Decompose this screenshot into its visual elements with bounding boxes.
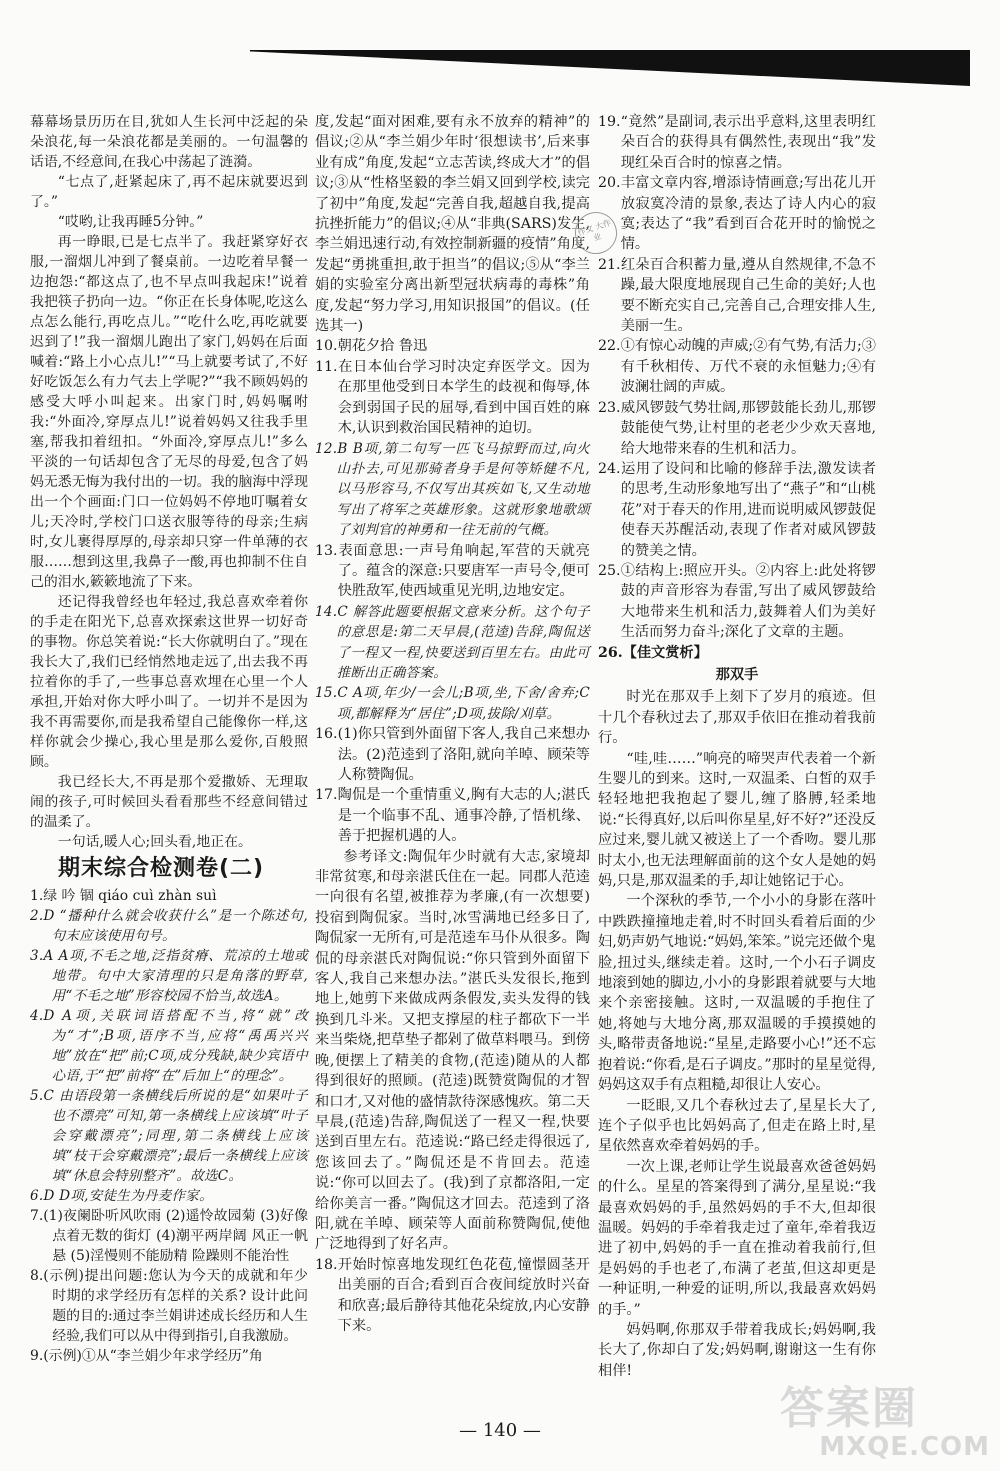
watermark-site: MXQE.COM <box>819 1432 990 1462</box>
paragraph: 我已经长大,不再是那个爱撒娇、无理取闹的孩子,可时候回头看看那些不经意间错过的温柔了。 <box>30 774 308 830</box>
paragraph: 一句话,暖人心;回头看,地正在。 <box>57 834 252 850</box>
answer-item: 12.B B项,第二句写一匹飞马掠野而过,向火山扑去,可见那骑者身手是何等矫健不凡,以马形容马,不仅写出其疾如飞,又生动地写出了将军之英雄形象。这就形象地歌颂了刘判官的神勇和一往无前的气概。 <box>315 440 590 539</box>
answer-item: 25.①结构上:照应开头。②内容上:此处将锣鼓的声音形容为春雷,写出了威风锣鼓给大地带来生机和活力,鼓舞着人们为美好生活而努力奋斗;深化了文章的主题。 <box>598 562 876 641</box>
answer-item: 22.①有惊心动魄的声威;②有气势,有活力;③有千秋相传、万代不衰的永恒魅力;④有波澜壮阔的声威。 <box>598 338 876 396</box>
answer-item: 5.C 由语段第一条横线后所说的是“如果叶子也不漂亮”可知,第一条横线上应该填“叶子会穿戴漂亮”;同理,第二条横线上应该填“枝干会穿戴漂亮”;最后一条横线上应该填“休息会特别整齐”。故选C。 <box>30 1088 308 1184</box>
answer-item: 16.(1)你只管到外面留下客人,我自己来想办法。(2)范逵到了洛阳,就向羊晫、顾荣等人称赞陶侃。 <box>315 726 590 783</box>
header-black-bar <box>250 50 970 86</box>
answer-item: 8.(示例)提出问题:您认为今天的成就和年少时期的求学经历有怎样的关系? 设计此问题的目的:通过李兰娟讲述成长经历和人生经验,我们可以从中得到指引,自我激励。 <box>30 1268 308 1344</box>
watermark-logo-text: 答案圈 <box>780 1383 918 1434</box>
answer-item: 6.D D项,安徒生为丹麦作家。 <box>30 1188 213 1204</box>
paragraph: 时光在那双手上刻下了岁月的痕迹。但十几个春秋过去了,那双手依旧在推动着我前行。 <box>598 689 876 747</box>
answer-item: 20.丰富文章内容,增添诗情画意;写出花儿开放寂寞冷清的景象,表达了诗人内心的寂寞;表达了“我”看到百合花开时的愉悦之情。 <box>598 175 876 253</box>
paragraph: 还记得我曾经也年轻过,我总喜欢牵着你的手走在阳光下,总喜欢探索这世界一切好奇的事物。你总笑着说:“长大你就明白了。”现在我长大了,我们已经悄然地走远了,出去我不再拉着你的手了,一些事总喜欢埋在心里一个人承担,开始对你大呼小叫了。一切并不是因为我不再需要你,而是我希望自己能像你一样,这样你就会少操心,我心里是那么爱你,百般照顾。 <box>30 594 308 770</box>
section-title: 期末综合检测卷(二) <box>58 856 265 881</box>
answer-item: 17.陶侃是一个重情重义,胸有大志的人;湛氏是一个临事不乱、通事冷静,了悟机缘、善于把握机遇的人。 <box>315 787 590 845</box>
paragraph: 妈妈啊,你那双手带着我成长;妈妈啊,我长大了,你却白了发;妈妈啊,谢谢这一生有你相伴! <box>598 1321 876 1379</box>
essay-title: 那双手 <box>715 666 759 683</box>
right-column <box>598 112 973 1381</box>
answer-item: 7.(1)夜阑卧听风吹雨 (2)遥怜故园菊 (3)好像点着无数的街灯 (4)潮平两岸阔 风正一帆悬 (5)淫慢则不能励精 险躁则不能治性 <box>30 1208 308 1264</box>
answer-item: 13.表面意思:一声号角响起,军营的天就亮了。蕴含的深意:只要唐军一声号令,便可快胜敌军,使西域重见光明,边地安定。 <box>315 542 590 600</box>
answer-item: 10.朝花夕拾 鲁迅 <box>315 338 428 355</box>
answer-item: 14.C 解答此题要根据文意来分析。这个句子的意思是:第二天早晨,(范逵)告辞,陶侃送了一程又一程,快要送到百里左右。由此可推断出正确答案。 <box>315 603 590 681</box>
paragraph: “哇,哇……”响亮的啼哭声代表着一个新生婴儿的到来。这时,一双温柔、白皙的双手轻轻地把我抱起了婴儿,缠了胳膊,轻柔地说:“长得真好,以后叫你星星,好不好?”还没反应过来,婴儿就又被送上了一个香吻。婴儿那时太小,也无法理解面前的这个女人是她的妈妈,只是,那双温柔的手,却让她铭记于心。 <box>598 750 876 890</box>
answer-item: 15.C A项,年少/一会儿;B项,坐,下舍/舍弃;C项,都解释为“居住”;D项,拔除/刈草。 <box>315 685 590 722</box>
answer-item: 2.D “播种什么就会收获什么”是一个陈述句,句末应该使用句号。 <box>30 908 308 944</box>
answer-item: 1.绿 吟 锢 qiáo cuì zhàn suì <box>30 888 217 904</box>
answer-item: 19.“竟然”是副词,表示出乎意料,这里表明红朵百合的获得具有偶然性,表现出“我”发现红朵百合时的惊喜之情。 <box>598 114 876 171</box>
answer-item: 4.D A项,关联词语搭配不当,将“就”改为“才”;B项,语序不当,应将“禹禹兴兴地”放在“把”前;C项,成分残缺,缺少宾语中心语,于“把”前将“在”后加上“的理念”。 <box>30 1008 308 1084</box>
paragraph: 度,发起“面对困难,要有永不放弃的精神”的倡议;②从“李兰娟少年时‘很想读书’,后来事业有成”角度,发起“立志苦读,终成大才”的倡议;③从“性格坚毅的李兰娟又回到学校,读完了初中”角度,发起“完善自我,超越自我,提高抗挫折能力”的倡议;④从“非典(SARS)发生,李兰娟迅速行动,有效控制新疆的疫情”角度,发起“勇挑重担,敢于担当”的倡议;⑤从“李兰娟的实验室分离出新型冠状病毒的毒株”角度,发起“努力学习,用知识报国”的倡议。(任选其一) <box>315 114 590 335</box>
left-column <box>30 112 308 1366</box>
paragraph: “哎哟,让我再睡5分钟。” <box>57 214 204 230</box>
answer-item: 26.【佳文赏析】 <box>598 644 708 661</box>
answer-item: 21.红朵百合积蓄力量,遵从自然规律,不急不躁,最大限度地展现自己生命的美好;人也要不断充实自己,完善自己,合理安排人生,美丽一生。 <box>598 256 876 335</box>
paragraph: 一个深秋的季节,一个小小的身影在落叶中跌跌撞撞地走着,时不时回头看着后面的少妇,奶声奶气地说:“妈妈,笨笨。”说完还做个鬼脸,扭过头,继续走着。这时,一个小石子调皮地滚到她的脚边,小小的身影跟着就要与大地来个亲密接触。这时,一双温暖的手抱住了她,将她与大地分离,那双温暖的手摸摸她的头,略带责备地说:“星星,走路要小心!”还不忘抱着说:“你看,是石子调皮。”那时的星星觉得,妈妈这双手有点粗糙,却很让人安心。 <box>598 893 876 1094</box>
answer-item: 23.威风锣鼓气势壮阔,那锣鼓能长劲儿,那锣鼓能使气势,让村里的老老少少欢天喜地,给大地带来春的生机和活力。 <box>598 399 876 457</box>
paragraph: 再一睁眼,已是七点半了。我赶紧穿好衣服,一溜烟儿冲到了餐桌前。一边吃着早餐一边抱怨:“都这点了,也不早点叫我起床!”说着我把筷子扔向一边。“你正在长身体呢,吃这么点怎么能行,再吃点儿。”“吃什么吃,再吃就要迟到了!”我一溜烟儿跑出了家门,妈妈在后面喊着:“路上小心点儿!”“马上就要考试了,不好好吃饭怎么有力气去上学呢?”“我不顾妈妈的感受大呼小叫起来。出家门时,妈妈嘱咐我:“外面冷,穿厚点儿!”说着妈妈又往我手里塞,帮我扣着纽扣。“外面冷,穿厚点儿!”多么平淡的一句话却包含了无尽的母爱,包含了妈妈无悉无悔为我付出的一切。我的脑海中浮现出一个个画面:门口一位妈妈不停地叮嘱着女儿;天冷时,学校门口送衣服等待的母亲;生病时,女儿裹得厚厚的,母亲却只穿一件单薄的衣服……想到这里,我鼻子一酸,再也抑制不住自己的泪水,簌簌地流了下来。 <box>30 234 308 590</box>
middle-column <box>315 112 590 1336</box>
answer-item: 24.运用了设问和比喻的修辞手法,激发读者的思考,生动形象地写出了“燕子”和“山桃花”对于春天的作用,进而说明威风锣鼓促使春天苏醒活动,表现了作者对威风锣鼓的赞美之情。 <box>598 460 876 559</box>
stamp-text: 作文 大作业 <box>576 218 613 243</box>
answer-item: 11.在日本仙台学习时决定弃医学文。因为在那里他受到日本学生的歧视和侮辱,体会到弱国子民的屈辱,看到中国百姓的麻木,认识到救治国民精神的迫切。 <box>315 358 590 437</box>
page-number: — 140 — <box>459 1420 541 1441</box>
paragraph: 参考译文:陶侃年少时就有大志,家境却非常贫寒,和母亲湛氏住在一起。同郡人范逵一向很有名望,被推荐为孝廉,(有一次想要)投宿到陶侃家。当时,冰雪满地已经多日了,陶侃家一无所有,可是范逵车马仆从很多。陶侃的母亲湛氏对陶侃说:“你只管到外面留下客人,我自己来想办法。”湛氏头发很长,拖到地上,她剪下来做成两条假发,卖头发得的钱换到几斗米。又把支撑屋的柱子都砍下一半来当柴烧,把草垫子都剁了做草料喂马。到傍晚,便摆上了精美的食物,(范逵)随从的人都得到很好的照顾。(范逵)既赞赏陶侃的才智和口才,又对他的盛情款待深感愧疚。第二天早晨,(范逵)告辞,陶侃送了一程又一程,快要送到百里左右。范逵说:“路已经走得很远了,您该回去了。”陶侃还是不肯回去。范逵说:“你可以回去了。(我)到了京都洛阳,一定给你美言一番。”陶侃这才回去。范逵到了洛阳,就在羊晫、顾荣等人面前称赞陶侃,使他广泛地得到了好名声。 <box>315 848 590 1253</box>
paragraph: 幕幕场景历历在目,犹如人生长河中泛起的朵朵浪花,每一朵浪花都是美丽的。一句温馨的话语,不经意间,在我心中荡起了涟漪。 <box>30 114 308 170</box>
answer-item: 18.开始时惊喜地发现红色花苞,憧憬圆茎开出美丽的百合;看到百合夜间绽放时兴奋和欣喜;最后静待其他花朵绽放,内心安静下来。 <box>315 1256 590 1334</box>
paragraph: 一次上课,老师让学生说最喜欢爸爸妈妈的什么。星星的答案得到了满分,星星说:“我最喜欢妈妈的手,虽然妈妈的手不大,但却很温暖。妈妈的手牵着我走过了童年,牵着我迈进了初中,妈妈的手一直在推动着我前行,但是妈妈的手也老了,布满了老茧,但这却更是一种证明,一种爱的证明,所以,我最喜欢妈妈的手。” <box>598 1158 876 1318</box>
paragraph: “七点了,赶紧起床了,再不起床就要迟到了。” <box>30 174 308 210</box>
answer-item: 9.(示例)①从“李兰娟少年求学经历”角 <box>30 1348 263 1364</box>
answer-item: 3.A A项,不毛之地,泛指贫瘠、荒凉的土地或地带。句中大家清理的只是角落的野草,用“不毛之地”形容校园不恰当,故选A。 <box>30 948 308 1004</box>
paragraph: 一眨眼,又几个春秋过去了,星星长大了,连个子似乎也比妈妈高了,但走在路上时,星星依然喜欢牵着妈妈的手。 <box>598 1097 876 1155</box>
watermark <box>780 1385 990 1465</box>
